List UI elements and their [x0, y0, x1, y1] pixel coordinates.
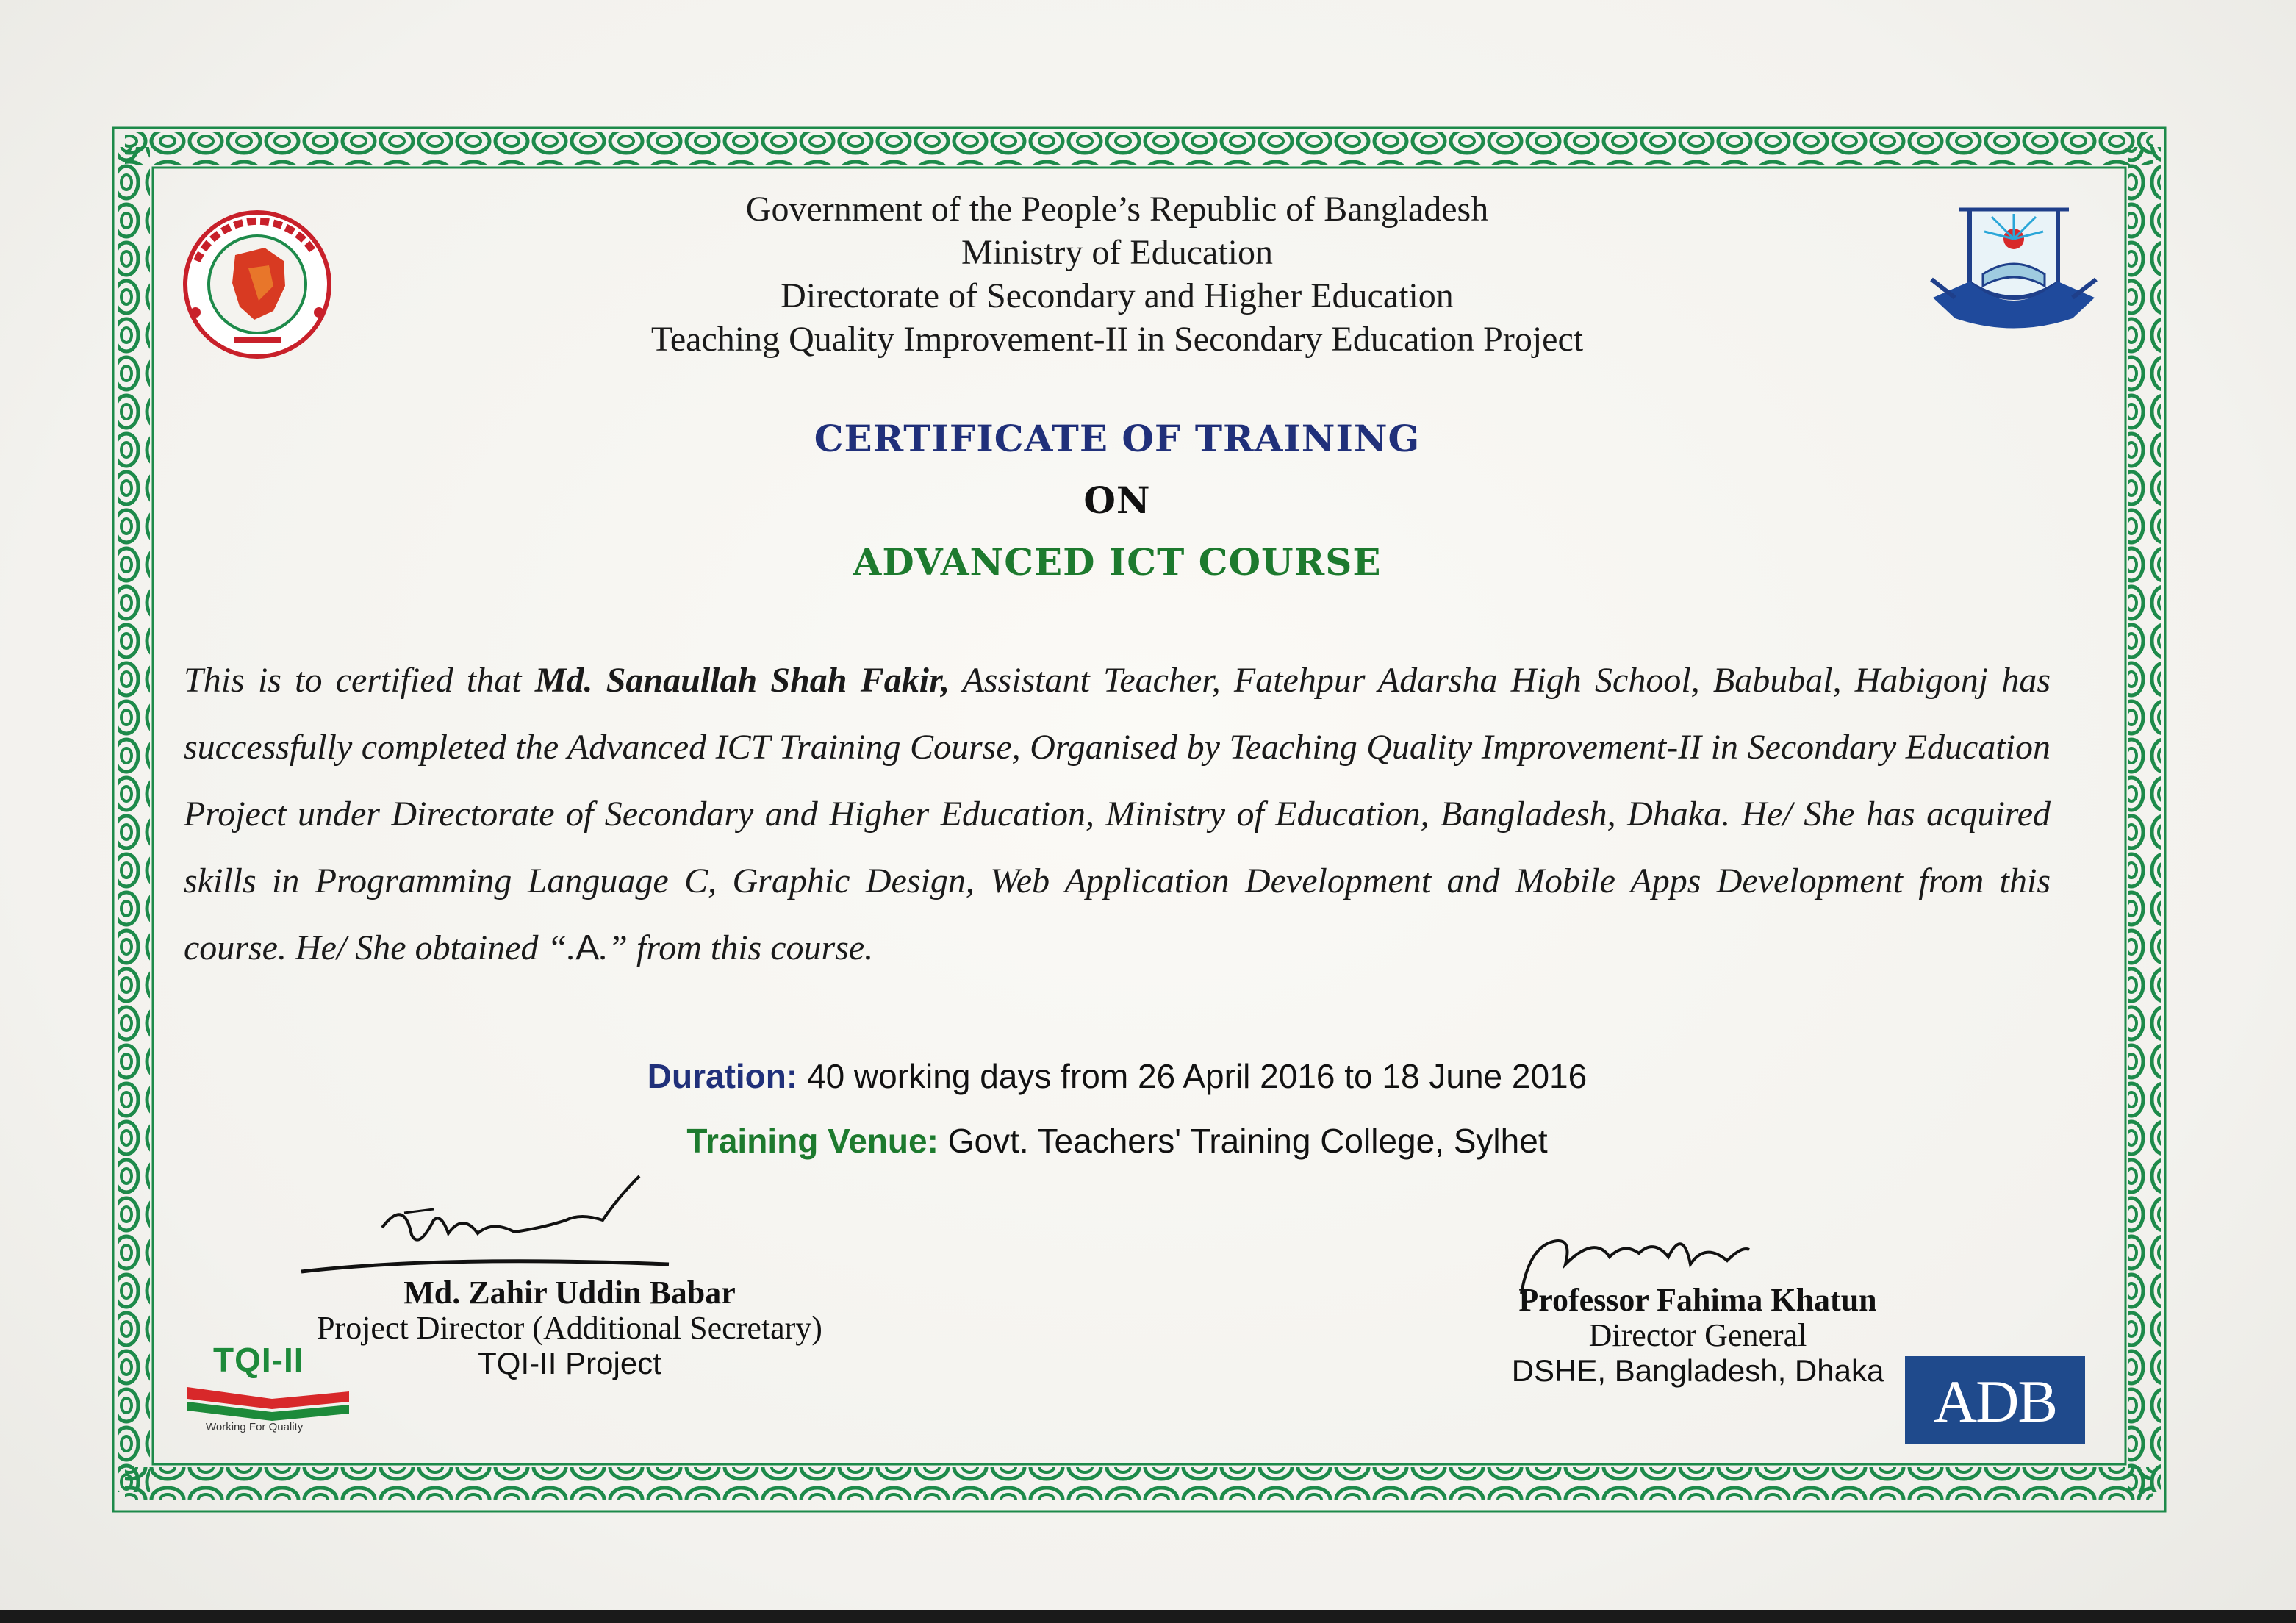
recipient-name: Md. Sanaullah Shah Fakir, — [534, 661, 950, 700]
duration-label: Duration: — [647, 1057, 798, 1095]
tqi-logo — [184, 1334, 360, 1444]
venue-line — [514, 1108, 1720, 1173]
statement-outro: .” from this course. — [599, 928, 874, 967]
title-certificate-of-training: CERTIFICATE OF TRAINING — [814, 417, 1421, 460]
bangladesh-government-seal-icon — [175, 209, 340, 360]
header-directorate: Directorate of Secondary and Higher Education — [781, 276, 1454, 315]
header-ministry: Ministry of Education — [961, 233, 1273, 272]
statement-intro: This is to certified that — [184, 661, 535, 700]
signatory-right-name: Professor Fahima Khatun — [1518, 1282, 1877, 1318]
signatory-left-title: Project Director (Additional Secretary) — [317, 1310, 822, 1346]
certificate-title — [514, 408, 1720, 593]
venue-label: Training Venue: — [686, 1122, 939, 1160]
signatory-right — [1441, 1283, 1955, 1389]
signatory-left-office: TQI-II Project — [478, 1346, 661, 1380]
statement-details: Assistant Teacher, Fatehpur Adarsha High School, Babubal, Habigonj has successfully completed the Advanced ICT Training Course, Organised by Teaching Quality Improvement-II in Secondary Education Project under Directorate of Secondary and Higher Education, Ministry of Education, Bangladesh, Dhaka. He/ She has acquired skills in Programming Language C, Graphic Design, Web Application Development and Mobile Apps Development from this course. He/ She obtained “. — [184, 661, 2051, 967]
grade-value: A — [575, 928, 600, 967]
training-info — [514, 1044, 1720, 1173]
title-course-name: ADVANCED ICT COURSE — [853, 540, 1382, 584]
tqi-logo-title: TQI-II — [213, 1341, 304, 1379]
header-government: Government of the People’s Republic of Bangladesh — [745, 190, 1489, 229]
duration-line — [514, 1044, 1720, 1108]
signatory-right-title: Director General — [1588, 1317, 1807, 1353]
tqi-logo-tagline: Working For Quality — [206, 1421, 304, 1433]
signature-left — [294, 1169, 676, 1283]
duration-value: 40 working days from 26 April 2016 to 18 June 2016 — [797, 1057, 1588, 1095]
signatory-left-name: Md. Zahir Uddin Babar — [403, 1275, 736, 1311]
dshe-emblem-icon — [1926, 187, 2102, 334]
certification-statement — [184, 647, 2051, 981]
issuing-authority-header — [514, 187, 1720, 361]
adb-logo: ADB — [1905, 1356, 2085, 1444]
signatory-right-office: DSHE, Bangladesh, Dhaka — [1511, 1353, 1884, 1388]
header-project: Teaching Quality Improvement-II in Secondary Education Project — [650, 320, 1584, 359]
title-on: ON — [1083, 479, 1151, 522]
venue-value: Govt. Teachers' Training College, Sylhet — [938, 1122, 1548, 1160]
paper-edge-shadow — [0, 1610, 2296, 1623]
